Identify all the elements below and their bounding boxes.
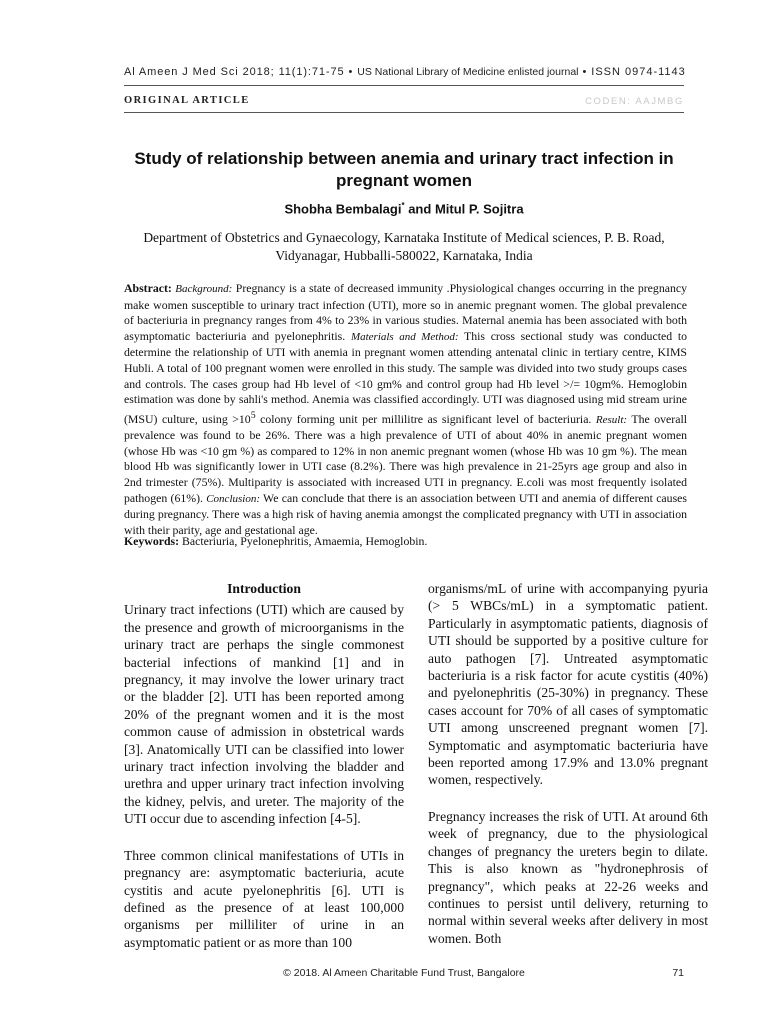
- nlm-notice: US National Library of Medicine enlisted journal: [357, 66, 579, 78]
- abstract-label: Abstract:: [124, 281, 172, 295]
- result-label: Result:: [595, 413, 628, 426]
- methods-label: Materials and Method:: [350, 330, 459, 343]
- conclusion-label: Conclusion:: [206, 492, 260, 505]
- author-list: [124, 201, 684, 216]
- keywords-text: Bacteriuria, Pyelonephritis, Amaemia, Hemoglobin.: [179, 534, 428, 548]
- bullet-separator: •: [582, 66, 588, 78]
- background-label: Background:: [175, 283, 233, 295]
- issn-number: ISSN 0974-1143: [591, 66, 686, 78]
- paragraph-gap: [428, 789, 708, 808]
- author-joiner: and: [404, 201, 435, 217]
- bullet-separator: •: [348, 66, 354, 78]
- corresponding-author-mark: *: [401, 201, 405, 210]
- exponent: 5: [250, 409, 256, 421]
- article-title: Study of relationship between anemia and urinary tract infection in pregnant women: [134, 149, 674, 190]
- copyright-notice: © 2018. Al Ameen Charitable Fund Trust, Bangalore: [283, 967, 525, 979]
- author-name: Mitul P. Sojitra: [434, 201, 524, 217]
- methods-text: This cross sectional study was conducted to determine the relationship of UTI with anemia in pregnant women attending antenatal clinic in tertiary centre, KIMS Hubli. A total of 100 pregnant women were enrolled in this study. The sample was divided into two study groups cases and controls. The cases group had Hb level of <10 gm% and control group had Hb level >/= 10gm%. Hemoglobin estimation was done by sahli's method. Anemia was classified accordingly. UTI was diagnosed using mid stream urine (MSU) culture, using >10: [124, 328, 687, 426]
- body-paragraph: Urinary tract infections (UTI) which are caused by the presence and growth of microorganisms in the urinary tract are perhaps the single commonest bacterial infections of mankind [1] and in pregnancy, it may involve the lower urinary tract or the bladder [2]. UTI has been reported among 20% of the pregnant women and it is the most common cause of admission in obstetrical wards [3]. Anatomically UTI can be classified into lower urinary tract infection involving the bladder and urethra and upper urinary tract infection involving the kidney, pelvis, and ureter. The majority of the UTI occur due to ascending infection [4-5].: [124, 602, 404, 827]
- body-paragraph: Pregnancy increases the risk of UTI. At around 6th week of pregnancy, due to the physiological changes of pregnancy the ureters begin to dilate. This is also known as "hydronephrosis of pregnancy", which peaks at 22-26 weeks and continues to persist until delivery, returning to normal within several weeks after delivery in most women. Both: [428, 808, 708, 946]
- paragraph-gap: [124, 828, 404, 847]
- author-affiliation: Department of Obstetrics and Gynaecology, Karnataka Institute of Medical sciences, P. B. Road, Vidyanagar, Hubballi-580022, Karnataka, India: [143, 230, 665, 263]
- journal-citation-line: [124, 66, 684, 78]
- body-paragraph: organisms/mL of urine with accompanying pyuria (> 5 WBCs/mL) in a symptomatic patient. Particularly in asymptomatic patients, diagnosis of UTI should be supported by a positive culture for auto pathogen [7]. Untreated asymptomatic bacteriuria is a risk factor for acute cystitis (40%) and pyelonephritis (25-30%) in pregnancy. These cases account for 70% of all cases of symptomatic UTI among unscreened pregnant women [7]. Symptomatic and asymptomatic bacteriuria have been reported among 17.9% and 13.0% pregnant women, respectively.: [428, 581, 708, 788]
- abstract-block: [124, 281, 687, 538]
- keywords-label: Keywords:: [124, 534, 180, 548]
- header-rule-top: [124, 85, 684, 86]
- section-heading: Introduction: [227, 581, 301, 596]
- article-type-label: ORIGINAL ARTICLE: [124, 95, 250, 106]
- conclusion-text: We can conclude that there is an association between UTI and anemia of different causes during pregnancy. There was a high risk of having anemia amongst the complicated pregnancy with UTI in association with their parity, age and gestational age.: [124, 490, 687, 537]
- left-column: [124, 580, 404, 951]
- background-text: Pregnancy is a state of decreased immunity .Physiological changes occurring in the pregnancy make women susceptible to urinary tract infection (UTI), more so in anemic pregnant women. The global prevalence of bacteriuria in pregnancy ranges from 4% to 23% in various studies. Maternal anemia has been associated with both asymptomatic bacteriuria and pyelonephritis.: [124, 281, 687, 343]
- author-name: Shobha Bembalagi: [284, 201, 402, 217]
- methods-text: colony forming unit per millilitre as significant level of bacteriuria.: [255, 411, 596, 426]
- result-text: The overall prevalence was found to be 26%. There was a high prevalence of UTI of about 40% in anemic pregnant women (whose Hb was <10 gm %) as compared to 12% in non anemic pregnant women (whose Hb was 10 gm %). The mean blood Hb was significantly lower in UTI case (8.2%). There was high prevalence in 21-25yrs age group and also in 2nd trimester (75%). Multiparity is associated with increased UTI in pregnancy. E.coli was most frequently isolated pathogen (61%).: [124, 411, 687, 505]
- page-number: 71: [672, 967, 684, 979]
- journal-citation: Al Ameen J Med Sci 2018; 11(1):71-75: [124, 66, 345, 78]
- header-rule-bottom: [124, 112, 684, 113]
- body-paragraph: Three common clinical manifestations of UTIs in pregnancy are: asymptomatic bacteriuria, acute cystitis and acute pyelonephritis [6]. UTI is defined as the presence of at least 100,000 organisms per milliliter of urine in an asymptomatic patient or as more than 100: [124, 847, 404, 950]
- right-column: [428, 580, 708, 947]
- coden-label: CODEN: AAJMBG: [585, 96, 684, 107]
- keywords-line: [124, 534, 687, 549]
